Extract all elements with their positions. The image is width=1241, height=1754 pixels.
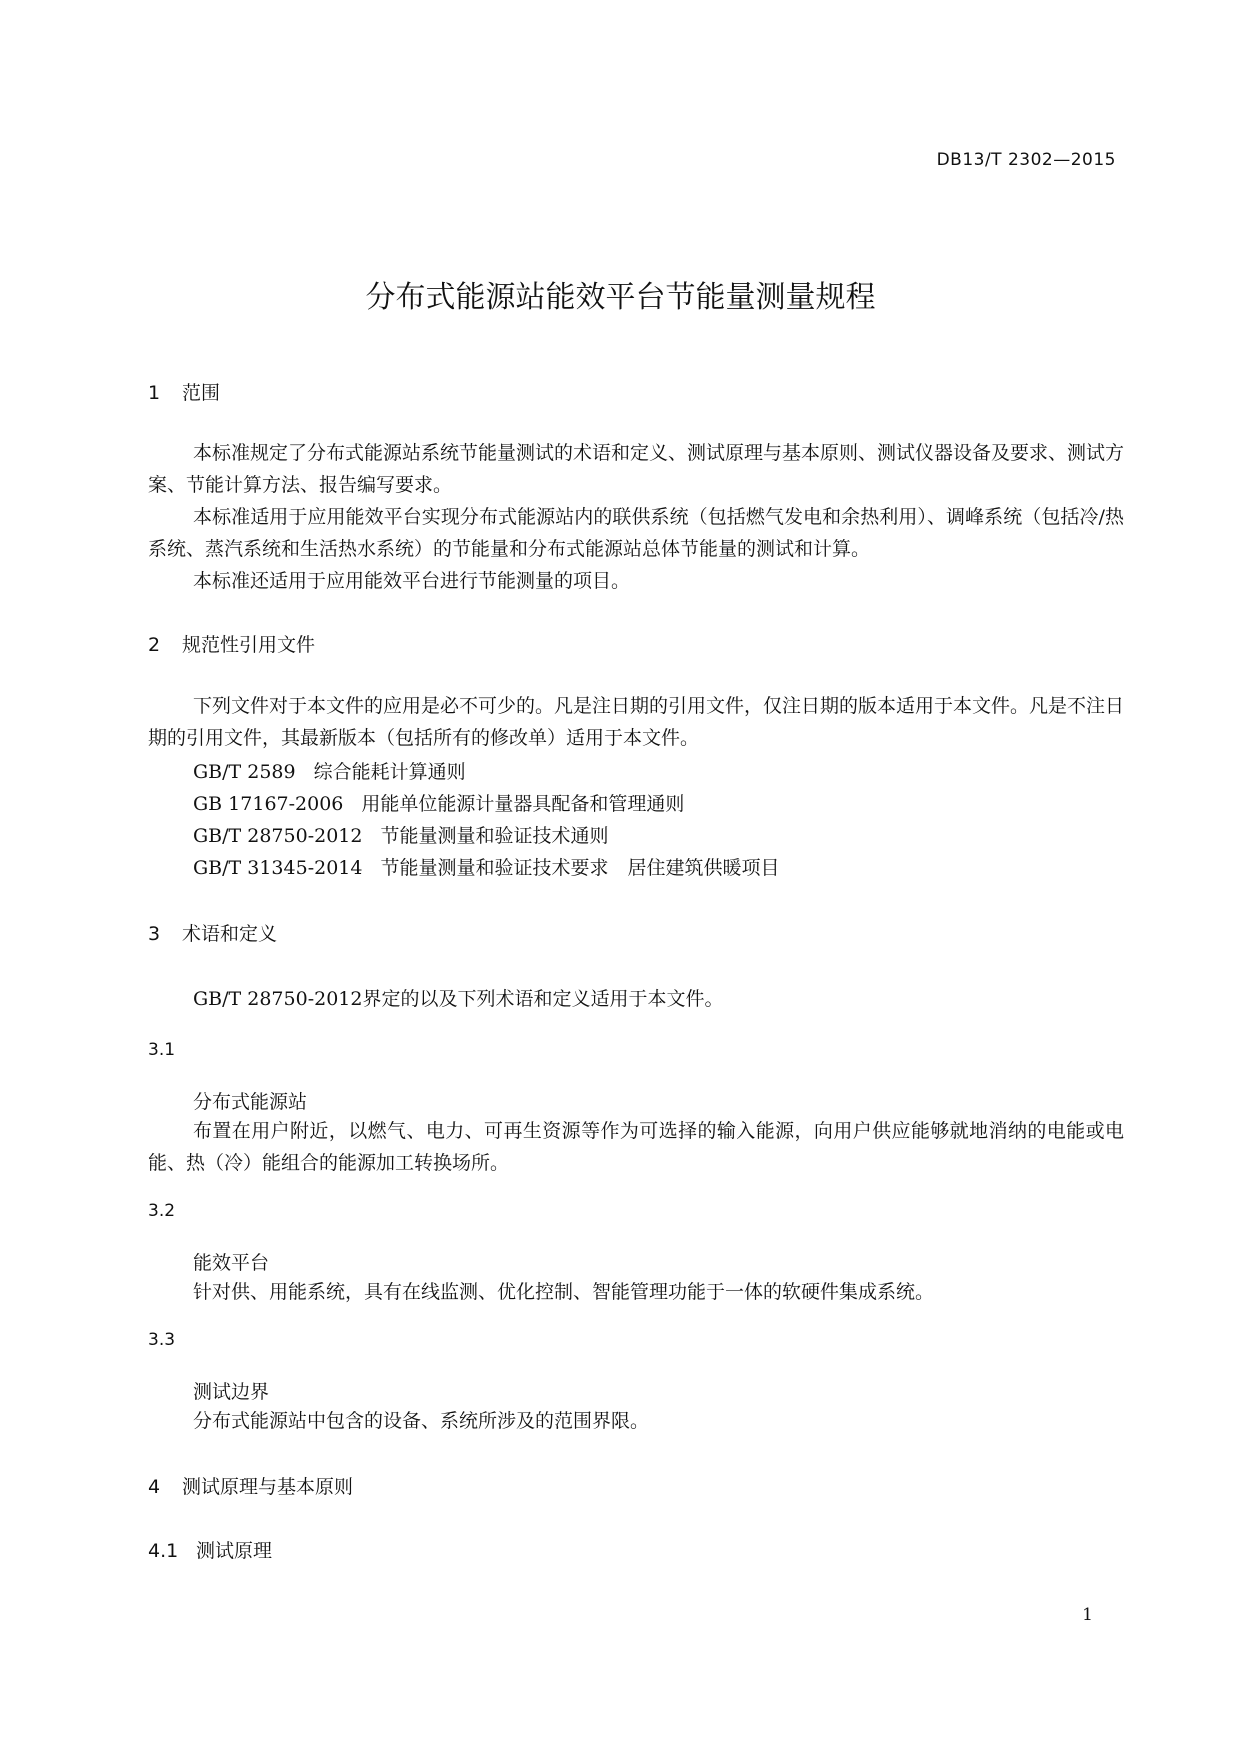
term-definition: 分布式能源站中包含的设备、系统所涉及的范围界限。 [193,1410,650,1432]
term-number: 3.1 [148,1040,176,1060]
document-title: 分布式能源站能效平台节能量测量规程 [365,280,876,315]
reference-name: 用能单位能源计量器具配备和管理通则 [361,793,685,815]
subsection-number: 4.1 [148,1540,179,1562]
section-number: 1 [148,382,161,404]
section-title: 范围 [182,382,221,404]
term-number: 3.3 [148,1330,176,1350]
section-number: 3 [148,923,161,945]
term-name: 测试边界 [193,1381,270,1403]
section-3-intro: GB/T 28750-2012界定的以及下列术语和定义适用于本文件。 [193,988,724,1010]
term-definition: 针对供、用能系统，具有在线监测、优化控制、智能管理功能于一体的软硬件集成系统。 [193,1281,935,1303]
section-4-heading [148,1472,353,1499]
page-number: 1 [1082,1605,1093,1625]
reference-name: 综合能耗计算通则 [313,761,466,783]
section-3-heading [148,919,277,946]
standard-code: DB13/T 2302—2015 [936,150,1116,170]
section-2-heading [148,630,315,657]
reference-id: GB 17167-2006 [193,793,344,815]
reference-id: GB/T 28750-2012 [193,825,363,847]
subsection-title: 测试原理 [196,1540,273,1562]
reference-item [193,853,780,880]
term-name: 能效平台 [193,1252,270,1274]
reference-id: GB/T 2589 [193,761,296,783]
section-title: 术语和定义 [182,923,278,945]
term-number: 3.2 [148,1201,176,1221]
section-1-paragraph-2: 本标准适用于应用能效平台实现分布式能源站内的联供系统（包括燃气发电和余热利用）、调峰系统（包括冷/热系统、蒸汽系统和生活热水系统）的节能量和分布式能源站总体节能量的测试和计算。 [148,506,1124,560]
section-2-intro: 下列文件对于本文件的应用是必不可少的。凡是注日期的引用文件，仅注日期的版本适用于本文件。凡是不注日期的引用文件，其最新版本（包括所有的修改单）适用于本文件。 [148,695,1125,749]
reference-item [193,757,466,784]
reference-id: GB/T 31345-2014 [193,857,363,879]
subsection-4-1-heading [148,1536,272,1563]
term-name: 分布式能源站 [193,1091,308,1113]
section-1-heading [148,378,220,405]
reference-name: 节能量测量和验证技术要求 居住建筑供暖项目 [380,857,780,879]
reference-name: 节能量测量和验证技术通则 [380,825,609,847]
section-number: 4 [148,1476,161,1498]
section-title: 规范性引用文件 [182,634,316,656]
section-number: 2 [148,634,161,656]
reference-item [193,821,609,848]
section-title: 测试原理与基本原则 [182,1476,354,1498]
reference-item [193,789,684,816]
section-1-paragraph-3: 本标准还适用于应用能效平台进行节能测量的项目。 [193,570,631,592]
term-definition: 布置在用户附近，以燃气、电力、可再生资源等作为可选择的输入能源，向用户供应能够就地消纳的电能或电能、热（冷）能组合的能源加工转换场所。 [148,1120,1124,1174]
section-1-paragraph-1: 本标准规定了分布式能源站系统节能量测试的术语和定义、测试原理与基本原则、测试仪器设备及要求、测试方案、节能计算方法、报告编写要求。 [148,442,1125,496]
